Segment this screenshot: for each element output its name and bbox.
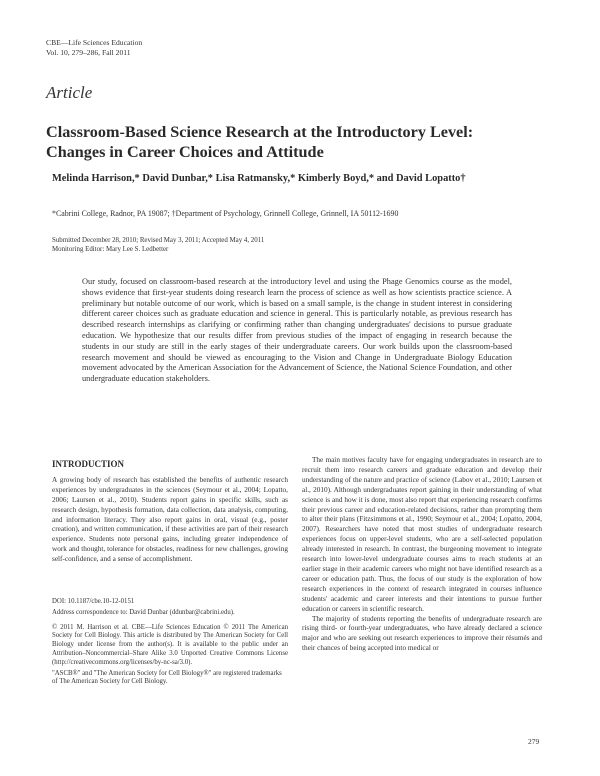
doi: DOI: 10.1187/cbe.10-12-0151 bbox=[52, 598, 135, 605]
journal-header bbox=[46, 38, 142, 58]
submitted-line: Submitted December 28, 2010; Revised May 3, 2011; Accepted May 4, 2011 bbox=[52, 237, 265, 244]
right-column bbox=[302, 456, 542, 654]
author-list: Melinda Harrison,* David Dunbar,* Lisa Ratmansky,* Kimberly Boyd,* and David Lopatto† bbox=[52, 173, 466, 184]
introduction-paragraph: A growing body of research has established the benefits of authentic research experiences by undergraduates in the sciences (Seymour et al., 2004; Lopatto, 2006; Laursen et al., 2010). Students report gains in specific skills, such as research design, hypothesis formation, data collection, data analysis, computing, and information literacy. They also report gains in oral, visual (e.g., poster creation), and written communication, if these activities are part of their research experience. Students note personal gains, including greater independence of work and thought, tolerance for obstacles, readiness for new challenges, growing self-confidence, and a sense of accomplishment. bbox=[52, 475, 288, 564]
affiliations: *Cabrini College, Radnor, PA 19087; †Department of Psychology, Grinnell College, Grinnell, IA 50112-1690 bbox=[52, 209, 399, 218]
left-column bbox=[52, 460, 288, 565]
introduction-heading: INTRODUCTION bbox=[52, 459, 125, 469]
copyright-notice: © 2011 M. Harrison et al. CBE—Life Sciences Education © 2011 The American Society for Cell Biology. This article is distributed by The American Society for Cell Biology under license from the author(s). It is available to the public under an Attribution–Noncommercial–Share Alike 3.0 Unported Creative Commons License (http://creativecommons.org/licenses/by-nc-sa/3.0). bbox=[52, 623, 288, 666]
section-label: Article bbox=[46, 83, 93, 102]
body-paragraph: The main motives faculty have for engaging undergraduates in research are to recruit them into research careers and graduate education and develop their understanding of the nature and practice of science (Labov et al., 2010; Laursen et al., 2010). Although undergraduates report gaining in their understanding of what science is and how it is done, most also report that experiencing research confirms their previous career and education-related decisions, rather than prompting them to alter their plans (Fitzsimmons et al., 1990; Seymour et al., 2004; Lopatto, 2004, 2007). Researchers have noted that most studies of undergraduate research experiences focus on upper-level students, who are a self-selected population already interested in research. In contrast, the burgeoning movement to integrate research into lower-level undergraduate courses aims to reach students at an earlier stage in their academic careers who might not have identified research as a career or education path. Thus, the focus of our study is the exploration of how research experiences in the context of research integrated in courses influence students' academic and career interests and their intentions to pursue further education or careers in scientific research. bbox=[302, 456, 542, 613]
article-metadata bbox=[52, 598, 288, 689]
page-number: 279 bbox=[528, 737, 540, 746]
submission-dates bbox=[52, 236, 264, 254]
journal-name: CBE—Life Sciences Education bbox=[46, 38, 143, 47]
editor-line: Monitoring Editor: Mary Lee S. Ledbetter bbox=[52, 246, 169, 253]
trademark-notice: "ASCB®" and "The American Society for Cell Biology®" are registered trademarks of The American Society for Cell Biology. bbox=[52, 669, 282, 686]
body-paragraph: The majority of students reporting the benefits of undergraduate research are rising third- or fourth-year undergraduates, who have already declared a science major and who are seeking out research experiences to improve their résumés and their chances of being accepted into medical or bbox=[302, 614, 542, 653]
article-title: Classroom-Based Science Research at the Introductory Level: Changes in Career Choices and Attitude bbox=[46, 123, 474, 161]
abstract: Our study, focused on classroom-based research at the introductory level and using the Phage Genomics course as the model, shows evidence that first-year students doing research learn the process of science as well as how scientists practice science. A preliminary but notable outcome of our work, which is based on a small sample, is the change in student interest in considering different career choices such as graduate education and science in general. This is particularly notable, as previous research has described research internships as clarifying or confirming rather than changing undergraduates' decisions to pursue graduate education. We hypothesize that our results differ from previous studies of the impact of engaging in research because the students in our study are still in the early stages of their undergraduate careers. Our work builds upon the classroom-based research movement and should be viewed as encouraging to the Vision and Change in Undergraduate Biology Education movement advocated by the American Association for the Advancement of Science, the National Science Foundation, and other undergraduate education stakeholders. bbox=[82, 277, 512, 384]
journal-volume: Vol. 10, 279–286, Fall 2011 bbox=[46, 48, 131, 57]
correspondence: Address correspondence to: David Dunbar (ddunbar@cabrini.edu). bbox=[52, 608, 235, 616]
